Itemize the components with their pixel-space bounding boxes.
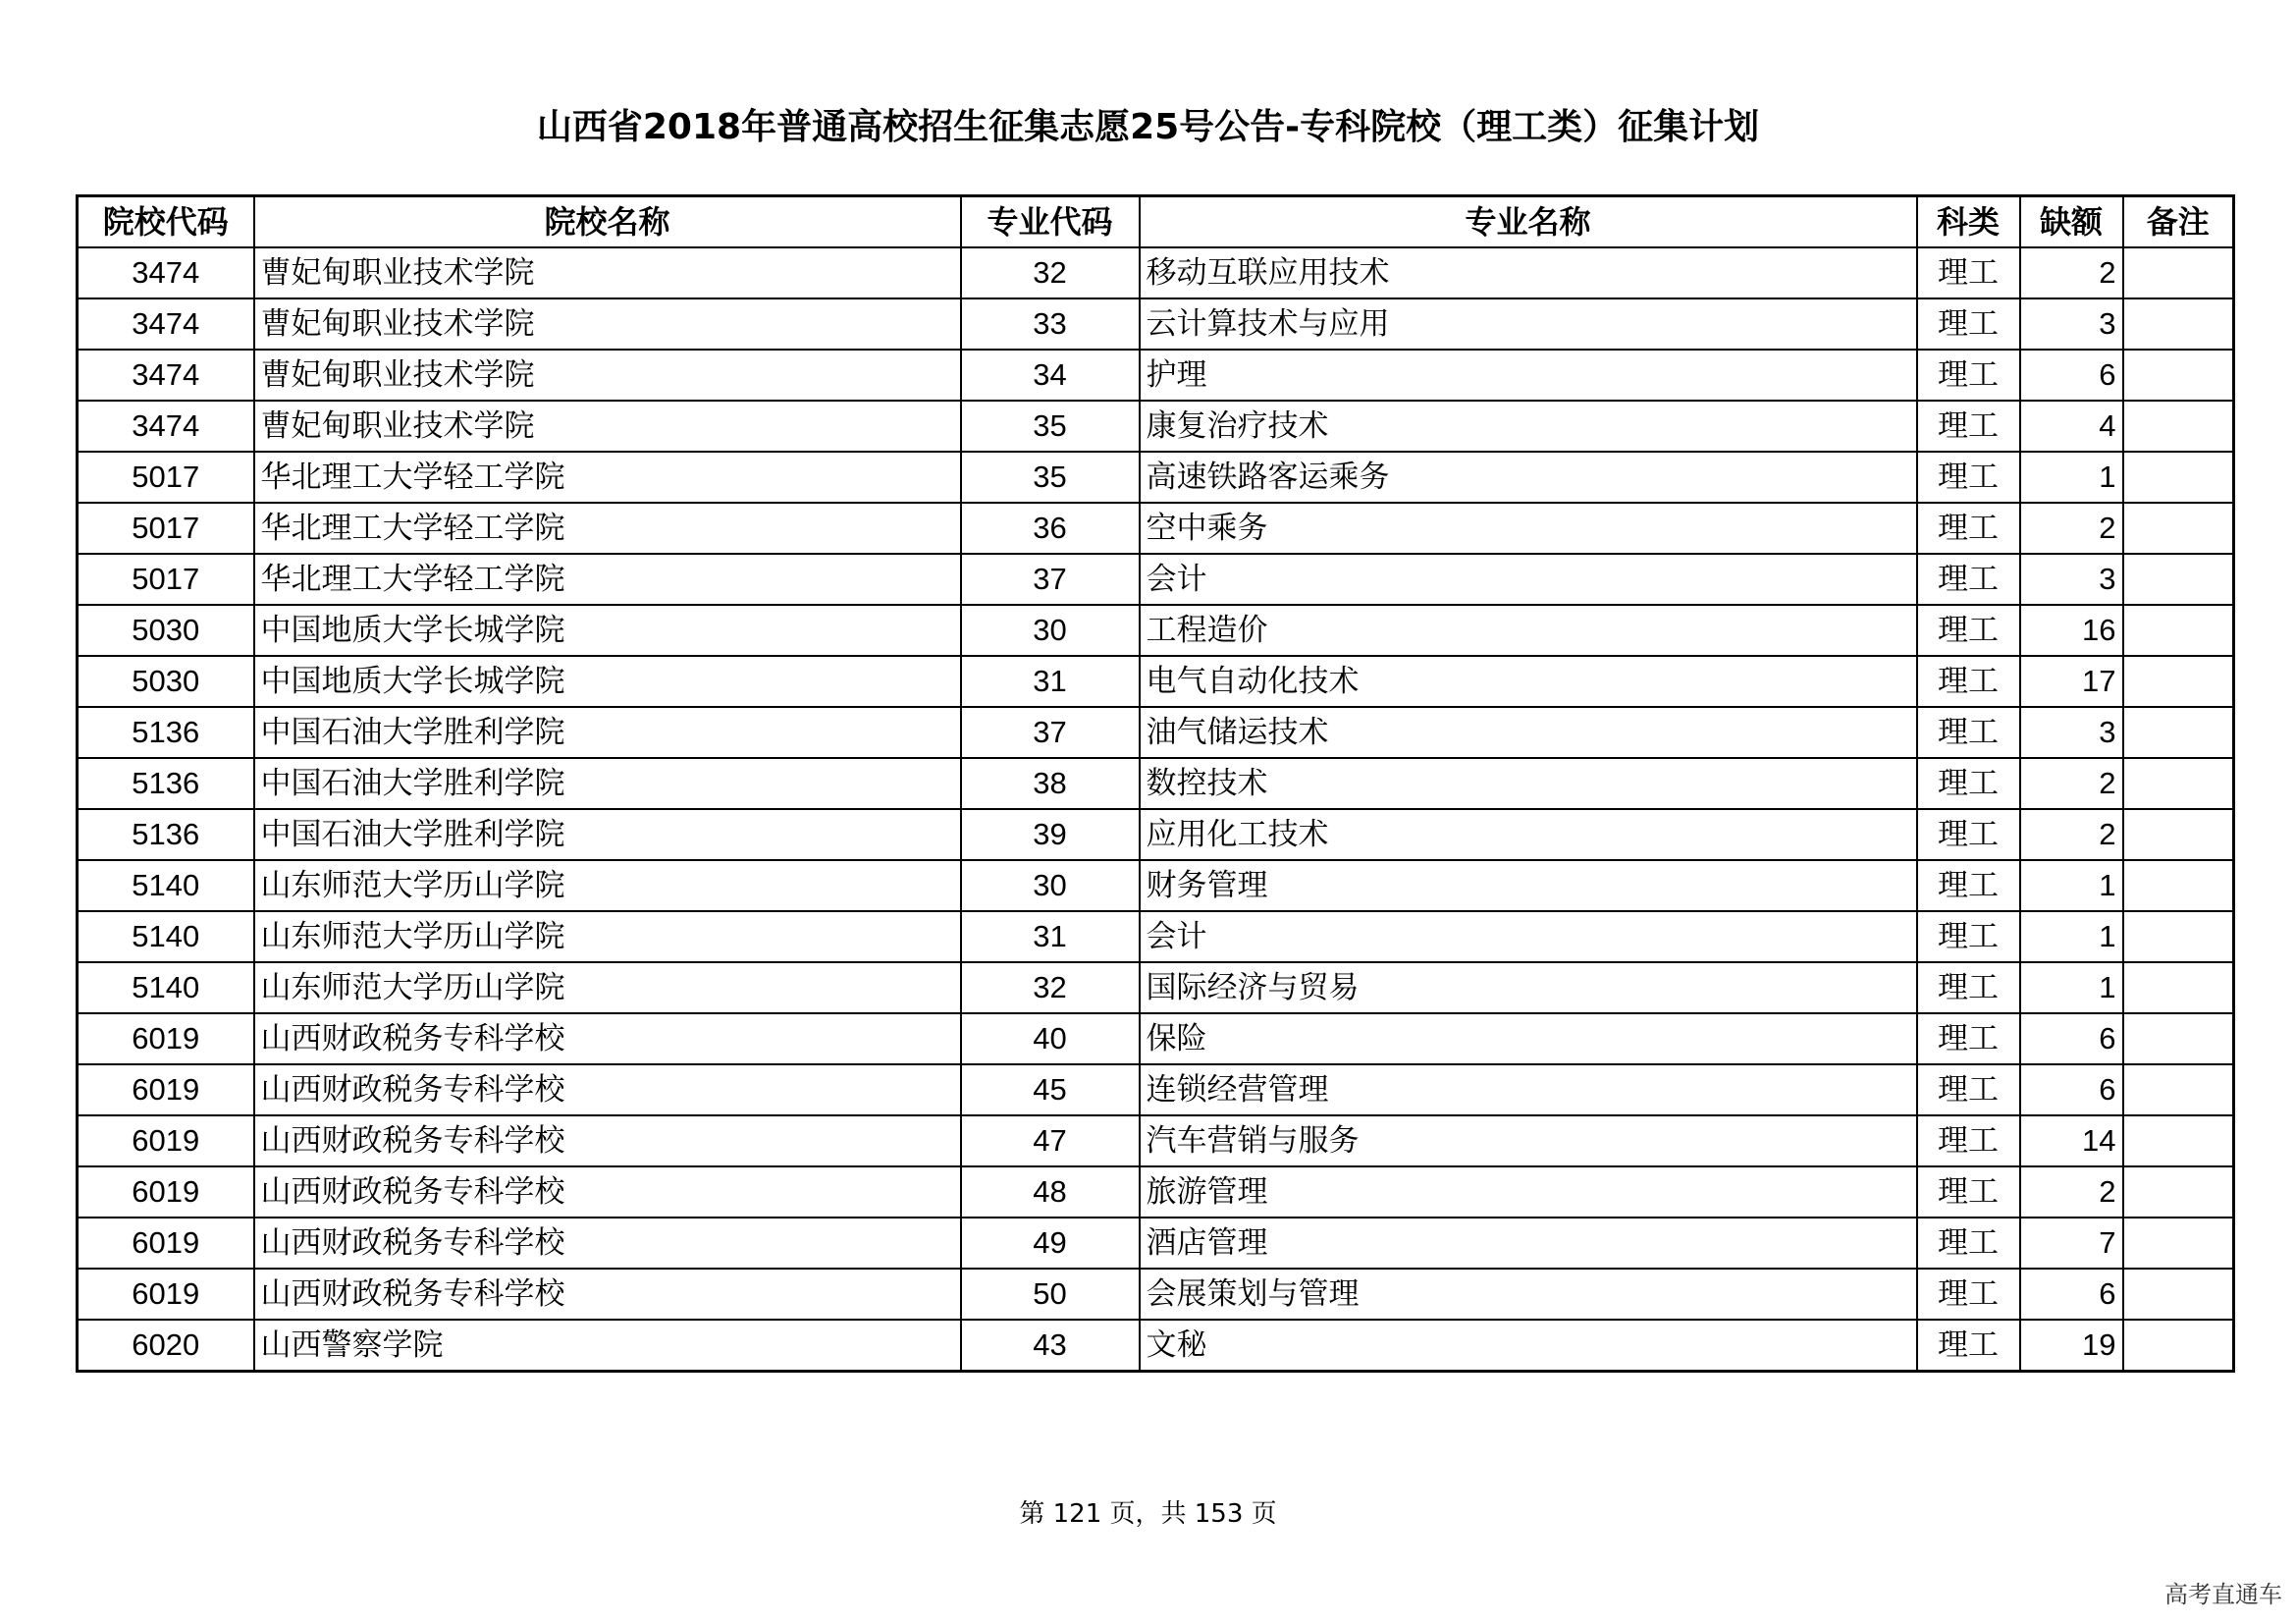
cell-school-code: 6019 — [78, 1269, 254, 1320]
table-row — [78, 911, 2234, 962]
cell-major-name: 会展策划与管理 — [1140, 1269, 1917, 1320]
cell-vacancy: 17 — [2020, 656, 2123, 707]
cell-vacancy: 1 — [2020, 860, 2123, 911]
table-row — [78, 605, 2234, 656]
table-row — [78, 1064, 2234, 1115]
cell-vacancy: 16 — [2020, 605, 2123, 656]
cell-school-code: 5017 — [78, 554, 254, 605]
cell-major-code: 32 — [961, 247, 1140, 298]
cell-major-code: 35 — [961, 401, 1140, 452]
cell-category: 理工 — [1917, 452, 2020, 503]
cell-major-code: 39 — [961, 809, 1140, 860]
cell-notes — [2123, 605, 2234, 656]
cell-major-name: 财务管理 — [1140, 860, 1917, 911]
cell-major-name: 应用化工技术 — [1140, 809, 1917, 860]
cell-school-name: 中国地质大学长城学院 — [254, 605, 961, 656]
cell-category: 理工 — [1917, 298, 2020, 350]
cell-category: 理工 — [1917, 1269, 2020, 1320]
cell-major-code: 33 — [961, 298, 1140, 350]
cell-school-code: 3474 — [78, 298, 254, 350]
cell-vacancy: 6 — [2020, 350, 2123, 401]
cell-notes — [2123, 860, 2234, 911]
cell-major-name: 云计算技术与应用 — [1140, 298, 1917, 350]
cell-major-code: 30 — [961, 605, 1140, 656]
cell-school-name: 曹妃甸职业技术学院 — [254, 350, 961, 401]
cell-school-name: 山西财政税务专科学校 — [254, 1115, 961, 1166]
cell-major-name: 连锁经营管理 — [1140, 1064, 1917, 1115]
watermark-text: 高考直通车 — [2164, 1581, 2282, 1608]
cell-major-name: 护理 — [1140, 350, 1917, 401]
cell-notes — [2123, 707, 2234, 758]
table-row — [78, 860, 2234, 911]
cell-school-code: 5136 — [78, 809, 254, 860]
cell-vacancy: 19 — [2020, 1320, 2123, 1372]
table-header-row — [78, 196, 2234, 248]
table-row — [78, 1013, 2234, 1064]
cell-school-name: 中国石油大学胜利学院 — [254, 707, 961, 758]
cell-category: 理工 — [1917, 247, 2020, 298]
table-row — [78, 1269, 2234, 1320]
cell-category: 理工 — [1917, 656, 2020, 707]
cell-notes — [2123, 1269, 2234, 1320]
cell-vacancy: 7 — [2020, 1218, 2123, 1269]
cell-school-name: 山东师范大学历山学院 — [254, 962, 961, 1013]
table-row — [78, 452, 2234, 503]
table-row — [78, 1115, 2234, 1166]
cell-vacancy: 1 — [2020, 452, 2123, 503]
cell-school-code: 5030 — [78, 656, 254, 707]
cell-school-code: 5140 — [78, 860, 254, 911]
page-number: 第 121 页，共 153 页 — [1019, 1499, 1277, 1529]
cell-major-name: 高速铁路客运乘务 — [1140, 452, 1917, 503]
table-row — [78, 758, 2234, 809]
table-row — [78, 809, 2234, 860]
cell-school-name: 山东师范大学历山学院 — [254, 860, 961, 911]
cell-school-code: 3474 — [78, 401, 254, 452]
cell-major-code: 35 — [961, 452, 1140, 503]
cell-school-name: 曹妃甸职业技术学院 — [254, 298, 961, 350]
cell-notes — [2123, 452, 2234, 503]
cell-school-code: 5140 — [78, 962, 254, 1013]
cell-vacancy: 4 — [2020, 401, 2123, 452]
cell-vacancy: 2 — [2020, 758, 2123, 809]
cell-major-code: 37 — [961, 554, 1140, 605]
table-row — [78, 350, 2234, 401]
cell-notes — [2123, 503, 2234, 554]
cell-major-name: 会计 — [1140, 554, 1917, 605]
cell-notes — [2123, 1218, 2234, 1269]
cell-vacancy: 3 — [2020, 554, 2123, 605]
header-major-name: 专业名称 — [1140, 196, 1917, 248]
cell-school-name: 中国石油大学胜利学院 — [254, 758, 961, 809]
cell-notes — [2123, 809, 2234, 860]
cell-vacancy: 3 — [2020, 707, 2123, 758]
cell-vacancy: 2 — [2020, 247, 2123, 298]
cell-school-name: 山西财政税务专科学校 — [254, 1013, 961, 1064]
cell-school-code: 3474 — [78, 350, 254, 401]
cell-school-name: 曹妃甸职业技术学院 — [254, 247, 961, 298]
cell-category: 理工 — [1917, 1218, 2020, 1269]
table-row — [78, 1320, 2234, 1372]
table-row — [78, 401, 2234, 452]
cell-major-code: 38 — [961, 758, 1140, 809]
table-row — [78, 1218, 2234, 1269]
cell-vacancy: 6 — [2020, 1064, 2123, 1115]
cell-school-code: 5136 — [78, 758, 254, 809]
cell-major-name: 康复治疗技术 — [1140, 401, 1917, 452]
cell-major-name: 汽车营销与服务 — [1140, 1115, 1917, 1166]
cell-notes — [2123, 758, 2234, 809]
cell-school-name: 华北理工大学轻工学院 — [254, 452, 961, 503]
cell-vacancy: 3 — [2020, 298, 2123, 350]
cell-major-code: 40 — [961, 1013, 1140, 1064]
cell-category: 理工 — [1917, 1320, 2020, 1372]
cell-school-code: 6019 — [78, 1064, 254, 1115]
cell-school-code: 5017 — [78, 503, 254, 554]
cell-category: 理工 — [1917, 1166, 2020, 1218]
cell-category: 理工 — [1917, 350, 2020, 401]
cell-vacancy: 14 — [2020, 1115, 2123, 1166]
cell-major-code: 47 — [961, 1115, 1140, 1166]
cell-school-name: 山西财政税务专科学校 — [254, 1269, 961, 1320]
cell-school-name: 山西财政税务专科学校 — [254, 1166, 961, 1218]
cell-vacancy: 1 — [2020, 962, 2123, 1013]
cell-notes — [2123, 350, 2234, 401]
cell-major-code: 36 — [961, 503, 1140, 554]
cell-notes — [2123, 298, 2234, 350]
header-category: 科类 — [1917, 196, 2020, 248]
cell-notes — [2123, 1166, 2234, 1218]
cell-major-code: 48 — [961, 1166, 1140, 1218]
cell-category: 理工 — [1917, 911, 2020, 962]
cell-notes — [2123, 1320, 2234, 1372]
cell-major-name: 数控技术 — [1140, 758, 1917, 809]
cell-notes — [2123, 247, 2234, 298]
header-vacancy: 缺额 — [2020, 196, 2123, 248]
table-row — [78, 554, 2234, 605]
cell-notes — [2123, 554, 2234, 605]
cell-category: 理工 — [1917, 554, 2020, 605]
cell-school-code: 5030 — [78, 605, 254, 656]
cell-vacancy: 2 — [2020, 1166, 2123, 1218]
cell-major-name: 电气自动化技术 — [1140, 656, 1917, 707]
cell-school-code: 6019 — [78, 1166, 254, 1218]
cell-school-code: 3474 — [78, 247, 254, 298]
cell-major-code: 32 — [961, 962, 1140, 1013]
table-row — [78, 298, 2234, 350]
cell-category: 理工 — [1917, 860, 2020, 911]
cell-major-code: 50 — [961, 1269, 1140, 1320]
cell-notes — [2123, 911, 2234, 962]
header-school-name: 院校名称 — [254, 196, 961, 248]
table-row — [78, 247, 2234, 298]
cell-school-name: 山西财政税务专科学校 — [254, 1064, 961, 1115]
cell-major-name: 旅游管理 — [1140, 1166, 1917, 1218]
cell-school-name: 山西警察学院 — [254, 1320, 961, 1372]
cell-major-code: 34 — [961, 350, 1140, 401]
cell-notes — [2123, 656, 2234, 707]
cell-vacancy: 6 — [2020, 1269, 2123, 1320]
cell-school-code: 6019 — [78, 1218, 254, 1269]
cell-school-code: 5140 — [78, 911, 254, 962]
cell-school-name: 曹妃甸职业技术学院 — [254, 401, 961, 452]
cell-category: 理工 — [1917, 401, 2020, 452]
cell-school-name: 华北理工大学轻工学院 — [254, 503, 961, 554]
cell-school-code: 6019 — [78, 1115, 254, 1166]
cell-major-name: 文秘 — [1140, 1320, 1917, 1372]
cell-notes — [2123, 1115, 2234, 1166]
cell-notes — [2123, 1013, 2234, 1064]
cell-major-code: 31 — [961, 656, 1140, 707]
cell-category: 理工 — [1917, 758, 2020, 809]
cell-notes — [2123, 401, 2234, 452]
cell-major-name: 酒店管理 — [1140, 1218, 1917, 1269]
cell-major-code: 31 — [961, 911, 1140, 962]
cell-category: 理工 — [1917, 962, 2020, 1013]
cell-category: 理工 — [1917, 605, 2020, 656]
cell-category: 理工 — [1917, 1013, 2020, 1064]
page-title: 山西省2018年普通高校招生征集志愿25号公告-专科院校（理工类）征集计划 — [536, 107, 1760, 147]
cell-category: 理工 — [1917, 1115, 2020, 1166]
cell-school-name: 中国地质大学长城学院 — [254, 656, 961, 707]
cell-major-code: 30 — [961, 860, 1140, 911]
table-row — [78, 1166, 2234, 1218]
table-body — [78, 247, 2234, 1372]
header-school-code: 院校代码 — [78, 196, 254, 248]
enrollment-plan-table — [76, 194, 2235, 1373]
table-row — [78, 962, 2234, 1013]
cell-school-name: 山西财政税务专科学校 — [254, 1218, 961, 1269]
cell-major-name: 国际经济与贸易 — [1140, 962, 1917, 1013]
cell-school-name: 中国石油大学胜利学院 — [254, 809, 961, 860]
cell-school-code: 5136 — [78, 707, 254, 758]
cell-vacancy: 2 — [2020, 809, 2123, 860]
cell-school-code: 5017 — [78, 452, 254, 503]
cell-vacancy: 1 — [2020, 911, 2123, 962]
cell-category: 理工 — [1917, 707, 2020, 758]
table-row — [78, 656, 2234, 707]
cell-major-name: 保险 — [1140, 1013, 1917, 1064]
cell-notes — [2123, 962, 2234, 1013]
cell-school-code: 6020 — [78, 1320, 254, 1372]
header-major-code: 专业代码 — [961, 196, 1140, 248]
cell-vacancy: 2 — [2020, 503, 2123, 554]
cell-major-name: 移动互联应用技术 — [1140, 247, 1917, 298]
cell-school-code: 6019 — [78, 1013, 254, 1064]
cell-major-code: 43 — [961, 1320, 1140, 1372]
cell-vacancy: 6 — [2020, 1013, 2123, 1064]
cell-school-name: 华北理工大学轻工学院 — [254, 554, 961, 605]
cell-major-code: 37 — [961, 707, 1140, 758]
cell-category: 理工 — [1917, 503, 2020, 554]
table-row — [78, 503, 2234, 554]
cell-major-code: 49 — [961, 1218, 1140, 1269]
cell-notes — [2123, 1064, 2234, 1115]
cell-category: 理工 — [1917, 1064, 2020, 1115]
cell-school-name: 山东师范大学历山学院 — [254, 911, 961, 962]
cell-major-name: 空中乘务 — [1140, 503, 1917, 554]
cell-major-code: 45 — [961, 1064, 1140, 1115]
cell-major-name: 会计 — [1140, 911, 1917, 962]
table-row — [78, 707, 2234, 758]
cell-major-name: 工程造价 — [1140, 605, 1917, 656]
cell-category: 理工 — [1917, 809, 2020, 860]
cell-major-name: 油气储运技术 — [1140, 707, 1917, 758]
header-notes: 备注 — [2123, 196, 2234, 248]
